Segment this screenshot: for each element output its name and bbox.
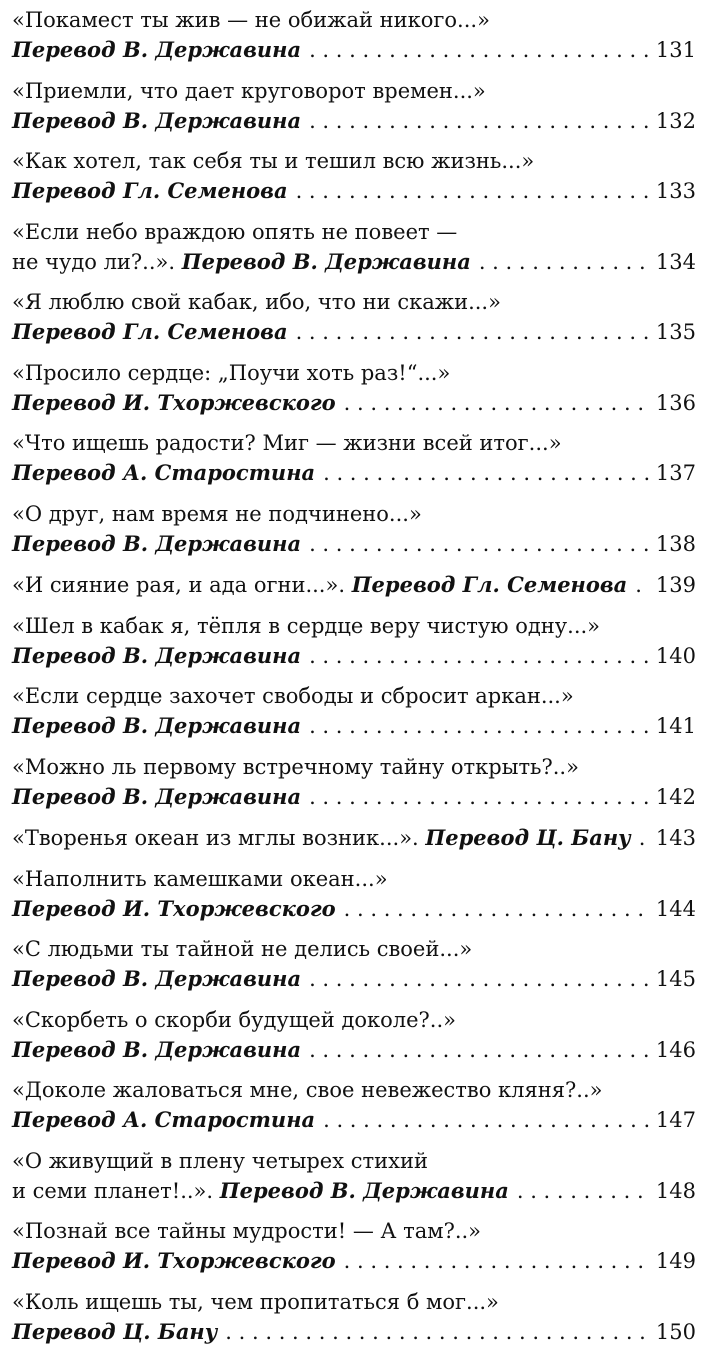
poem-title-text: «Просило сердце: „Поучи хоть раз!“...» xyxy=(12,360,451,385)
toc-entry[interactable] xyxy=(12,682,696,741)
poem-first-line xyxy=(12,288,696,317)
poem-title-text: «О друг, нам время не подчинено...» xyxy=(12,501,422,526)
translator-name: Перевод В. Державина xyxy=(12,107,302,133)
space-separator xyxy=(213,1177,220,1206)
poem-first-line xyxy=(12,500,696,529)
poem-first-line xyxy=(12,935,696,964)
toc-entry[interactable] xyxy=(12,429,696,488)
poem-first-line xyxy=(12,1006,696,1035)
poem-title-text: «Что ищешь радости? Миг — жизни всей итог...» xyxy=(12,431,562,455)
translator-line xyxy=(12,317,696,347)
translator-name: Перевод Ц. Бану xyxy=(425,825,631,850)
translator-line xyxy=(12,641,696,671)
page-number: 143 xyxy=(655,826,696,850)
translator-line xyxy=(12,782,696,812)
poem-title-text: «Творенья океан из мглы возник...». xyxy=(12,826,419,850)
dot-leader xyxy=(323,1106,650,1135)
page-number: 141 xyxy=(655,714,696,738)
dot-leader xyxy=(309,1036,650,1065)
page-number: 149 xyxy=(655,1249,696,1273)
translator-line xyxy=(12,247,696,277)
poem-title-text: «Наполнить камешками океан...» xyxy=(12,866,388,891)
page-number: 137 xyxy=(655,461,696,485)
page-number: 142 xyxy=(655,784,696,809)
poem-first-line xyxy=(12,429,696,458)
translator-line xyxy=(12,964,696,994)
toc-entry[interactable] xyxy=(12,823,696,853)
page-number: 145 xyxy=(655,967,696,991)
dot-leader xyxy=(323,459,650,488)
poem-title-text: «И сияние рая, и ада огни...». xyxy=(12,573,346,597)
poem-title-text: «С людьми ты тайной не делись своей...» xyxy=(12,937,473,961)
translator-name: Перевод И. Тхоржевского xyxy=(12,895,336,921)
page-number: 146 xyxy=(655,1037,696,1062)
poem-title-text: «Если небо враждою опять не повеет — xyxy=(12,219,458,244)
translator-line xyxy=(12,1176,696,1206)
dot-leader xyxy=(309,642,650,671)
translator-line xyxy=(12,1246,696,1276)
poem-title-text: и семи планет!..». xyxy=(12,1178,214,1203)
translator-line xyxy=(12,106,696,136)
translator-name: Перевод В. Державина xyxy=(219,1177,509,1203)
poem-first-line xyxy=(12,865,696,894)
page-number: 131 xyxy=(655,38,696,62)
translator-name: Перевод А. Старостина xyxy=(12,1107,316,1132)
dot-leader xyxy=(344,389,650,418)
dot-leader xyxy=(309,36,650,65)
page-number: 135 xyxy=(655,320,696,344)
poem-title-text: «Познай все тайны мудрости! — А там?..» xyxy=(12,1219,482,1243)
poem-first-line xyxy=(12,1288,696,1317)
translator-line xyxy=(12,458,696,488)
dot-leader xyxy=(309,783,650,812)
translator-line xyxy=(12,35,696,65)
translator-line xyxy=(12,894,696,924)
page-number: 132 xyxy=(655,108,696,133)
poem-title-text: «Скорбеть о скорби будущей доколе?..» xyxy=(12,1007,457,1032)
toc-entry[interactable] xyxy=(12,6,696,65)
poem-title-text: «Коль ищешь ты, чем пропитаться б мог...» xyxy=(12,1289,499,1314)
poem-title-text: «Покамест ты жив — не обижай никого...» xyxy=(12,8,490,32)
translator-name: Перевод В. Державина xyxy=(12,1036,302,1062)
translator-name: Перевод И. Тхоржевского xyxy=(12,1248,336,1273)
poem-first-line xyxy=(12,218,696,247)
dot-leader xyxy=(309,107,650,136)
translator-name: Перевод И. Тхоржевского xyxy=(12,389,336,415)
toc-entry[interactable] xyxy=(12,288,696,347)
translator-line xyxy=(12,711,696,741)
page-number: 133 xyxy=(655,179,696,203)
page-number: 134 xyxy=(655,249,696,274)
poem-title-text: «Шел в кабак я, тёпля в сердце веру чистую одну...» xyxy=(12,613,601,638)
toc-entry[interactable] xyxy=(12,1006,696,1065)
toc-entry[interactable] xyxy=(12,1288,696,1347)
page-number: 138 xyxy=(655,531,696,556)
poem-title-text: не чудо ли?..». xyxy=(12,249,176,274)
dot-leader xyxy=(309,530,650,559)
translator-line xyxy=(12,823,696,853)
dot-leader xyxy=(635,571,650,600)
translator-name: Перевод Гл. Семенова xyxy=(12,319,288,344)
dot-leader xyxy=(479,248,650,277)
toc-entry[interactable] xyxy=(12,1147,696,1206)
translator-line xyxy=(12,176,696,206)
poem-first-line xyxy=(12,1217,696,1246)
poem-title-text: «О живущий в плену четырех стихий xyxy=(12,1148,428,1173)
dot-leader xyxy=(517,1177,650,1206)
poem-title-text: «Приемли, что дает круговорот времен...» xyxy=(12,78,486,103)
translator-name: Перевод В. Державина xyxy=(12,713,302,738)
page-number: 147 xyxy=(655,1108,696,1132)
translator-line xyxy=(12,1317,696,1347)
translator-name: Перевод Гл. Семенова xyxy=(12,178,288,203)
dot-leader xyxy=(309,712,650,741)
poem-first-line xyxy=(12,1076,696,1105)
poem-first-line xyxy=(12,612,696,641)
poem-first-line xyxy=(12,1147,696,1176)
poem-first-line xyxy=(12,6,696,35)
toc-entry[interactable] xyxy=(12,359,696,418)
toc-entry[interactable] xyxy=(12,612,696,671)
dot-leader xyxy=(639,824,650,853)
dot-leader xyxy=(225,1318,650,1347)
space-separator xyxy=(345,571,352,600)
translator-line xyxy=(12,1105,696,1135)
translator-line xyxy=(12,1035,696,1065)
translator-name: Перевод В. Державина xyxy=(12,530,302,556)
translator-name: Перевод В. Державина xyxy=(12,642,302,668)
dot-leader xyxy=(309,965,650,994)
toc-entry[interactable] xyxy=(12,218,696,277)
poem-first-line xyxy=(12,753,696,782)
poem-title-text: «Как хотел, так себя ты и тешил всю жизнь...» xyxy=(12,149,535,173)
dot-leader xyxy=(344,1247,650,1276)
toc-entry[interactable] xyxy=(12,147,696,206)
toc-entry[interactable] xyxy=(12,865,696,924)
translator-line xyxy=(12,529,696,559)
toc-entry[interactable] xyxy=(12,1076,696,1135)
dot-leader xyxy=(296,177,650,206)
translator-name: Перевод А. Старостина xyxy=(12,460,316,485)
page-number: 136 xyxy=(655,390,696,415)
poem-first-line xyxy=(12,147,696,176)
translator-name: Перевод Гл. Семенова xyxy=(351,572,628,597)
translator-name: Перевод В. Державина xyxy=(12,966,302,991)
page-number: 148 xyxy=(655,1178,696,1203)
poem-first-line xyxy=(12,77,696,106)
poem-title-text: «Можно ль первому встречному тайну открыть?..» xyxy=(12,754,579,779)
toc-entry[interactable] xyxy=(12,935,696,994)
translator-name: Перевод Ц. Бану xyxy=(12,1318,218,1344)
translator-name: Перевод В. Державина xyxy=(12,37,302,62)
page-number: 144 xyxy=(655,896,696,921)
poem-title-text: «Доколе жаловаться мне, свое невежество кляня?..» xyxy=(12,1078,603,1102)
poem-title-text: «Если сердце захочет свободы и сбросит аркан...» xyxy=(12,684,574,708)
toc-entry[interactable] xyxy=(12,753,696,812)
toc-entry[interactable] xyxy=(12,1217,696,1276)
toc-entry[interactable] xyxy=(12,570,696,600)
page-number: 140 xyxy=(655,643,696,668)
poem-first-line xyxy=(12,682,696,711)
toc-entry[interactable] xyxy=(12,77,696,136)
poem-title-text: «Я люблю свой кабак, ибо, что ни скажи...» xyxy=(12,290,501,314)
toc-entry[interactable] xyxy=(12,500,696,559)
translator-name: Перевод В. Державина xyxy=(181,248,471,274)
translator-name: Перевод В. Державина xyxy=(12,783,302,809)
translator-line xyxy=(12,570,696,600)
dot-leader xyxy=(296,318,650,347)
page-number: 139 xyxy=(655,573,696,597)
poem-first-line xyxy=(12,359,696,388)
page-number: 150 xyxy=(655,1319,696,1344)
space-separator xyxy=(175,248,182,277)
dot-leader xyxy=(344,895,650,924)
translator-line xyxy=(12,388,696,418)
